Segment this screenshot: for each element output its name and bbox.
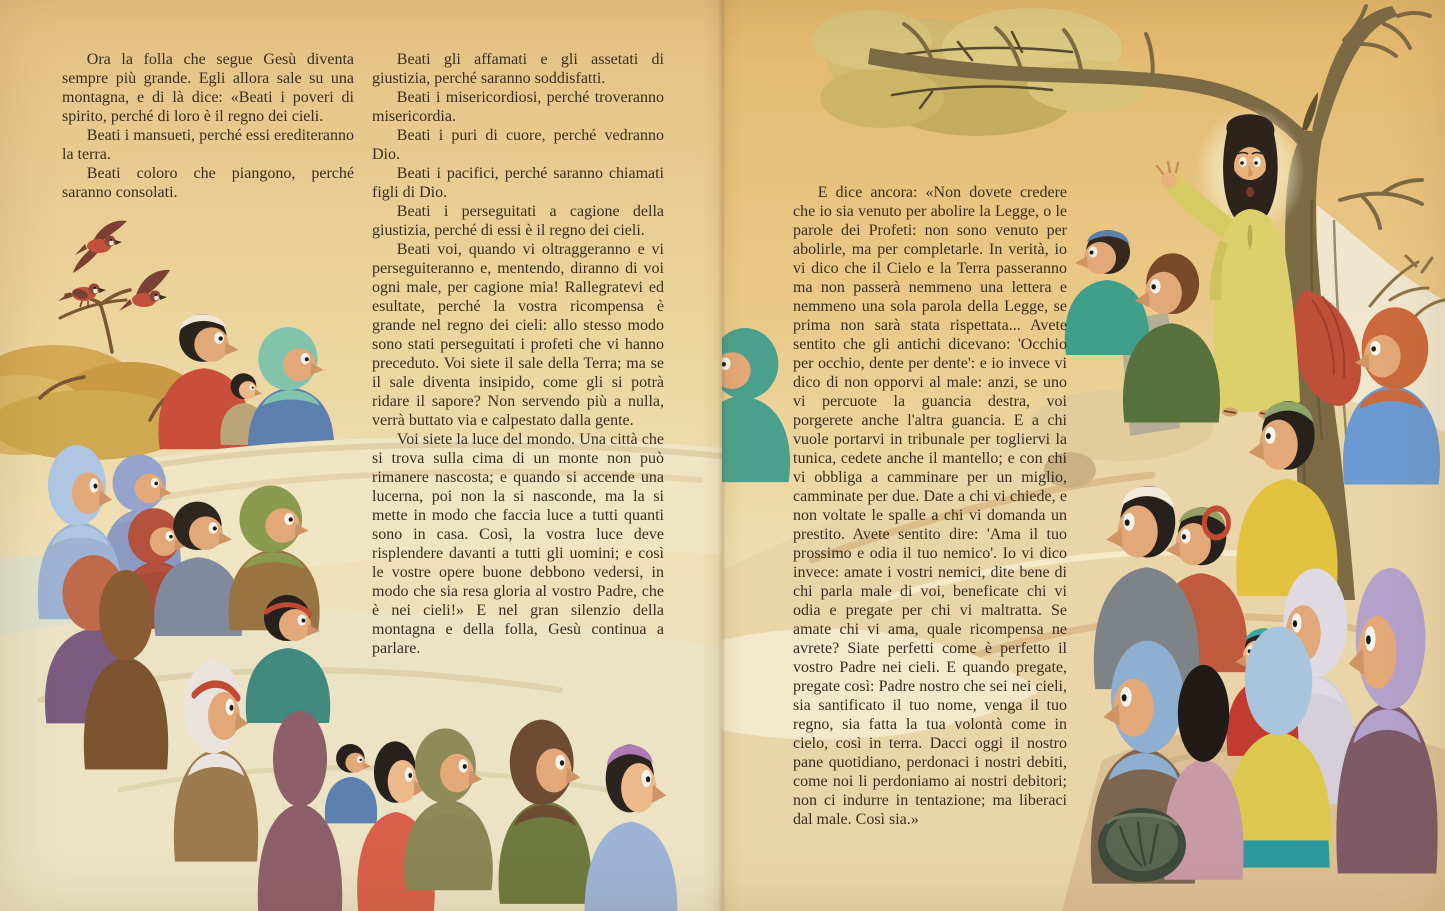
- right-text-column: [793, 183, 1067, 829]
- left-page: [0, 0, 722, 911]
- paragraph: Beati voi, quando vi oltraggeranno e vi perseguiteranno e, mentendo, diranno di voi ogni male, per cagione mia! Rallegratevi ed esultate, perché la vostra ricompensa è grande nel regno dei cieli: allo stesso modo sono stati perseguitati i profeti che vi hanno preceduto. Voi siete il sale della Terra; ma se il sale diventa insipido, come gli si potrà ridare il sapore? Non servendo più a nulla, verrà buttato via e calpestato dalla gente.: [372, 241, 664, 429]
- left-text-column-1: [62, 50, 354, 202]
- paragraph: E dice ancora: «Non dovete credere che io sia venuto per abolire la Legge, o le parole dei Profeti: non sono venuto per abolirle, ma per completarle. In verità, io vi dico che il Cielo e la Terra passeranno ma non passerà nemmeno una lettera e nemmeno una sola parola della Legge, se prima non sarà stata rispettata... Avete sentito che gli antichi dicevano: 'Occhio per occhio, dente per dente': e io invece vi dico di non opporvi al male: anzi, se uno vi percuote la guancia destra, voi porgerete anche l'altra guancia. E a chi vuole portarvi in tribunale per togliervi la tunica, cedete anche il mantello; e con chi vi obbliga a camminare per un miglio, camminate per due. Date a chi vi chiede, e non voltate le spalle a chi vi domanda un prestito. Avete sentito dire: 'Ama il tuo prossimo e odia il tuo nemico'. Io vi dico invece: amate i vostri nemici, dite bene di chi parla male di voi, beneficate chi vi odia e pregate per chi vi maltratta. Se amate chi vi ama, quale ricompensa ne avrete? Siate perfetti come è perfetto il vostro Padre nei cieli. E quando pregate, pregate così: Padre nostro che sei nei cieli, sia santificato il tuo nome, venga il tuo regno, sia fatta la tua volontà come in cielo, così in terra. Dacci oggi il nostro pane quotidiano, perdonaci i nostri debiti, come noi li perdoniamo ai nostri debitori; non ci indurre in tentazione; ma liberaci dal male. Così sia.»: [793, 184, 1067, 828]
- paragraph: Beati i misericordiosi, perché troveranno misericordia.: [372, 89, 664, 125]
- paragraph: Voi siete la luce del mondo. Una città che si trova sulla cima di un monte non può rimanere nascosta; e quando si accende una lucerna, poi non la si nasconde, ma la si mette in modo che faccia luce a tutti quanti sono in casa. Così, la vostra luce deve risplendere davanti a tutti gli uomini; e così le vostre opere buone debbono vedersi, in modo che sia resa gloria al vostro Padre, che è nei cieli!» E nel gran silenzio della montagna e della folla, Gesù continua a parlare.: [372, 431, 664, 657]
- paragraph: Beati coloro che piangono, perché saranno consolati.: [62, 165, 354, 201]
- paragraph: Beati i puri di cuore, perché vedranno Dio.: [372, 127, 664, 163]
- paragraph: Ora la folla che segue Gesù diventa sempre più grande. Egli allora sale su una montagna, e di là dice: «Beati i poveri di spirito, perché di loro è il regno dei cieli.: [62, 51, 354, 125]
- right-page: [722, 0, 1445, 911]
- paragraph: Beati i pacifici, perché saranno chiamati figli di Dio.: [372, 165, 664, 201]
- paragraph: Beati gli affamati e gli assetati di giustizia, perché saranno soddisfatti.: [372, 51, 664, 87]
- left-text-column-2: [372, 50, 664, 658]
- basin: [1098, 808, 1186, 882]
- paragraph: Beati i mansueti, perché essi erediteranno la terra.: [62, 127, 354, 163]
- paragraph: Beati i perseguitati a cagione della giustizia, perché di essi è il regno dei cieli.: [372, 203, 664, 239]
